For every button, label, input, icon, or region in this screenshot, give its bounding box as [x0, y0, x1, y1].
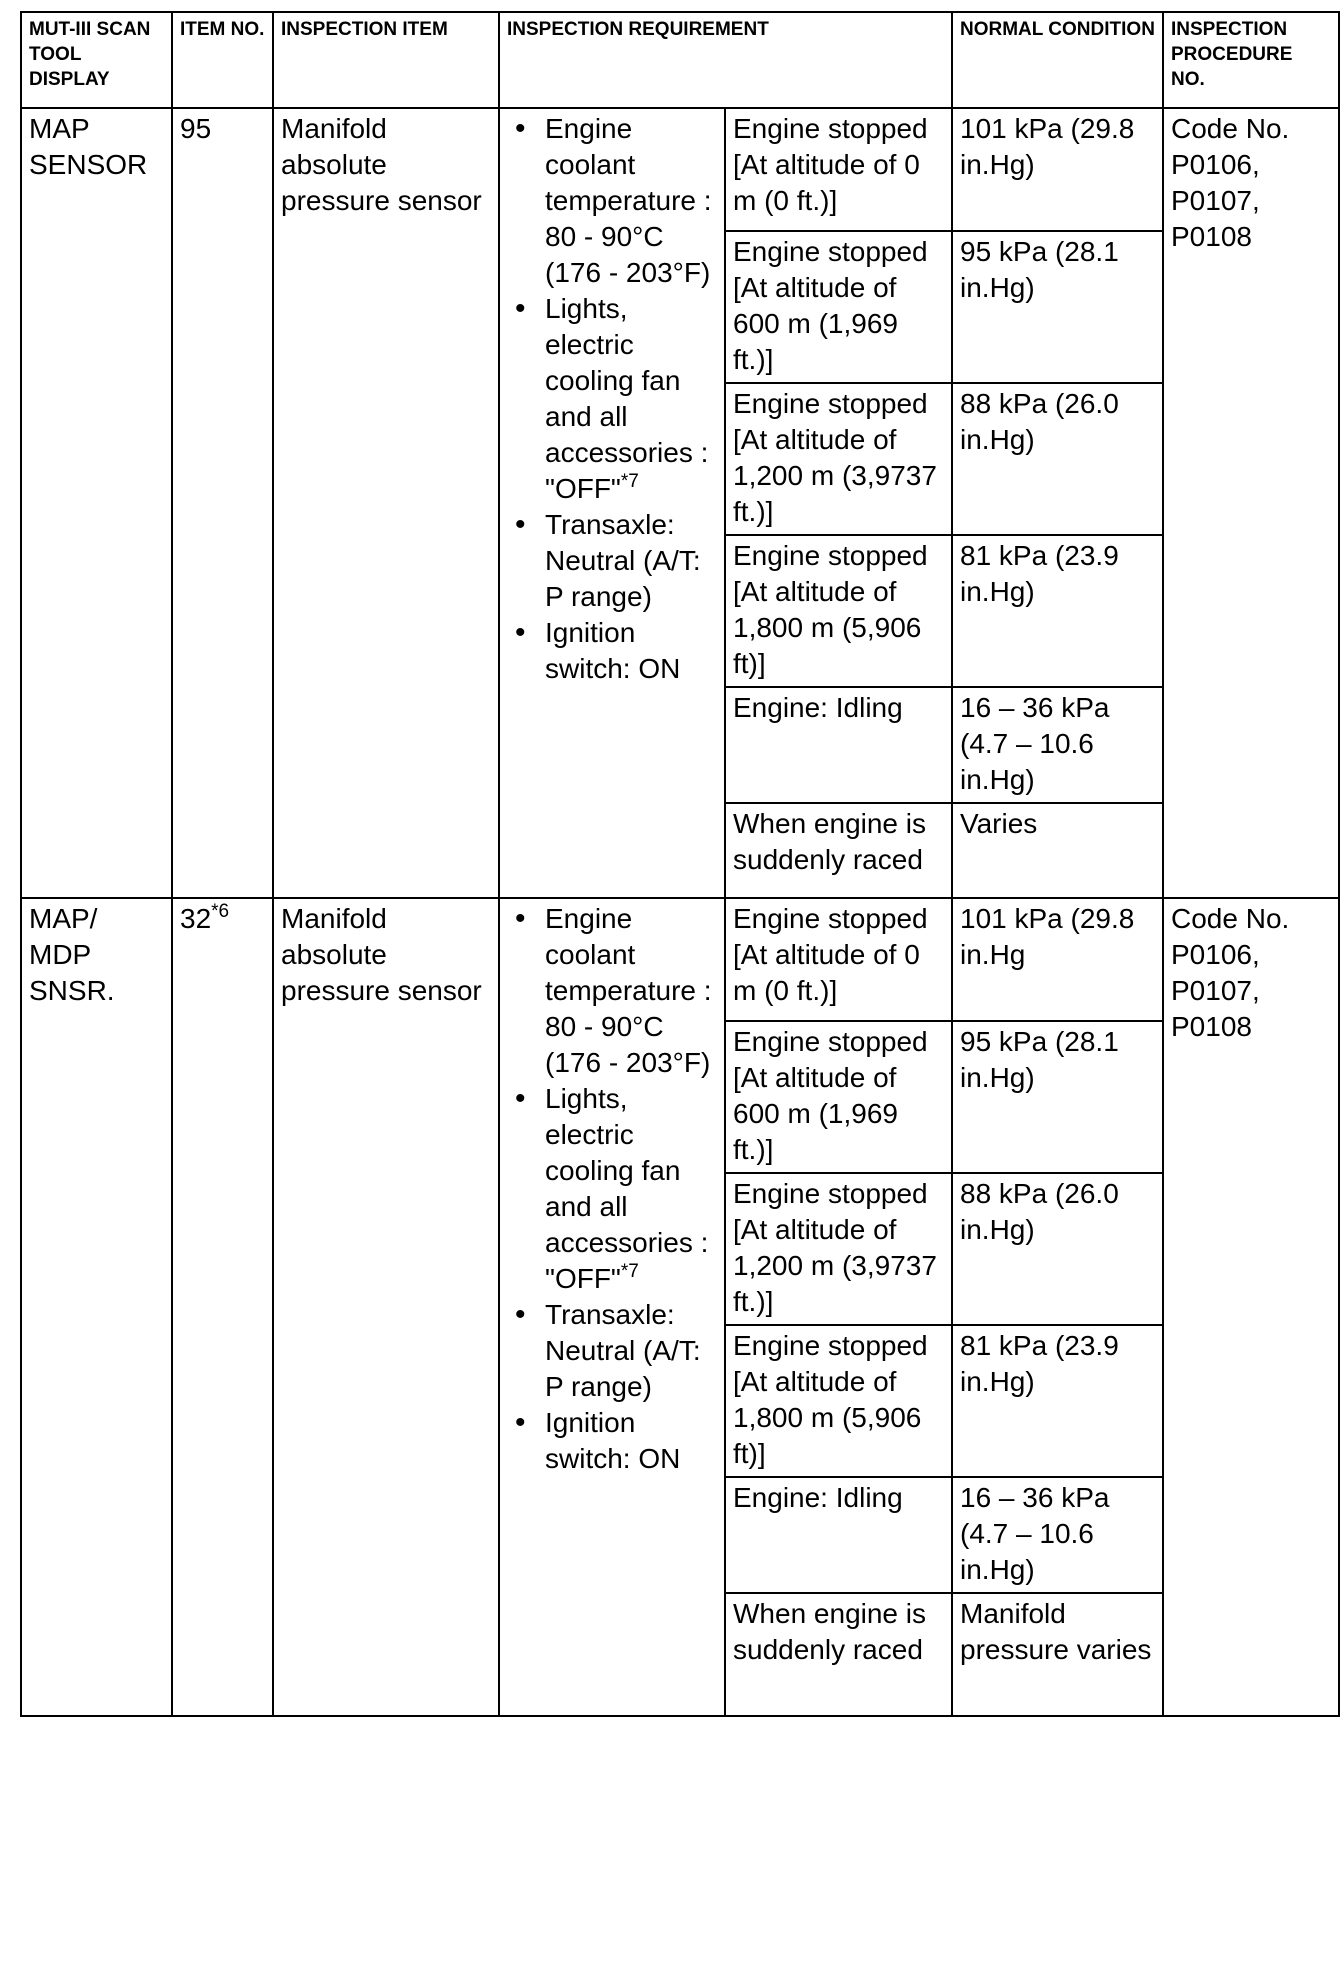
normal-condition: 101 kPa (29.8 in.Hg [952, 898, 1163, 1021]
header-inspection-requirement: INSPECTION REQUIREMENT [499, 12, 952, 108]
condition-state: Engine stopped [At altitude of 1,800 m (5,906 ft)] [725, 535, 952, 687]
requirement-footnote: *7 [620, 1261, 639, 1282]
requirement-item [545, 901, 717, 1081]
normal-condition: 16 – 36 kPa (4.7 – 10.6 in.Hg) [952, 687, 1163, 803]
condition-state: Engine stopped [At altitude of 1,200 m (3,9737 ft.)] [725, 383, 952, 535]
normal-condition: 81 kPa (23.9 in.Hg) [952, 535, 1163, 687]
scan-tool-display: MAP SENSOR [21, 108, 172, 898]
header-procedure-no: INSPECTION PROCEDURE NO. [1163, 12, 1339, 108]
requirement-item [545, 1297, 717, 1405]
requirement-text: Lights, electric cooling fan and all accessories : "OFF" [545, 293, 709, 504]
requirement-text: Transaxle: Neutral (A/T: P range) [545, 509, 701, 612]
requirement-item [545, 615, 717, 687]
item-no-value: 95 [180, 113, 212, 144]
procedure-no: Code No. P0106, P0107, P0108 [1163, 898, 1339, 1716]
requirement-text: Ignition switch: ON [545, 617, 681, 684]
requirement-item [545, 1405, 717, 1477]
requirement-item [545, 507, 717, 615]
requirement-text: Engine coolant temperature : 80 - 90°C (176 - 203°F) [545, 113, 712, 288]
table-row [21, 898, 1339, 1021]
condition-state: Engine stopped [At altitude of 1,800 m (5,906 ft)] [725, 1325, 952, 1477]
item-no [172, 898, 273, 1716]
header-display: MUT-III SCAN TOOL DISPLAY [21, 12, 172, 108]
normal-condition: 16 – 36 kPa (4.7 – 10.6 in.Hg) [952, 1477, 1163, 1593]
inspection-item: Manifold absolute pressure sensor [273, 898, 499, 1716]
inspection-table [20, 11, 1340, 1717]
header-normal-condition: NORMAL CONDITION [952, 12, 1163, 108]
normal-condition: 81 kPa (23.9 in.Hg) [952, 1325, 1163, 1477]
procedure-no: Code No. P0106, P0107, P0108 [1163, 108, 1339, 898]
requirement-text: Ignition switch: ON [545, 1407, 681, 1474]
requirement-item [545, 291, 717, 507]
inspection-requirements [499, 108, 725, 898]
item-no [172, 108, 273, 898]
inspection-requirements [499, 898, 725, 1716]
normal-condition: 101 kPa (29.8 in.Hg) [952, 108, 1163, 231]
requirement-text: Engine coolant temperature : 80 - 90°C (176 - 203°F) [545, 903, 712, 1078]
requirement-item [545, 1081, 717, 1297]
condition-state: Engine stopped [At altitude of 600 m (1,969 ft.)] [725, 231, 952, 383]
normal-condition: 95 kPa (28.1 in.Hg) [952, 1021, 1163, 1173]
header-inspection-item: INSPECTION ITEM [273, 12, 499, 108]
normal-condition: 95 kPa (28.1 in.Hg) [952, 231, 1163, 383]
condition-state: When engine is suddenly raced [725, 1593, 952, 1716]
requirement-item [545, 111, 717, 291]
condition-state: Engine stopped [At altitude of 600 m (1,969 ft.)] [725, 1021, 952, 1173]
condition-state: When engine is suddenly raced [725, 803, 952, 898]
item-no-value: 32 [180, 903, 212, 934]
inspection-item: Manifold absolute pressure sensor [273, 108, 499, 898]
item-no-footnote: *6 [211, 901, 230, 922]
table-row [21, 108, 1339, 231]
normal-condition: 88 kPa (26.0 in.Hg) [952, 383, 1163, 535]
requirement-text: Lights, electric cooling fan and all accessories : "OFF" [545, 1083, 709, 1294]
condition-state: Engine stopped [At altitude of 0 m (0 ft.)] [725, 898, 952, 1021]
requirement-footnote: *7 [620, 471, 639, 492]
normal-condition: 88 kPa (26.0 in.Hg) [952, 1173, 1163, 1325]
header-item-no: ITEM NO. [172, 12, 273, 108]
condition-state: Engine stopped [At altitude of 0 m (0 ft.)] [725, 108, 952, 231]
requirement-text: Transaxle: Neutral (A/T: P range) [545, 1299, 701, 1402]
normal-condition: Varies [952, 803, 1163, 898]
normal-condition: Manifold pressure varies [952, 1593, 1163, 1716]
condition-state: Engine: Idling [725, 687, 952, 803]
condition-state: Engine stopped [At altitude of 1,200 m (3,9737 ft.)] [725, 1173, 952, 1325]
table-body [21, 108, 1339, 1716]
scan-tool-display: MAP/ MDP SNSR. [21, 898, 172, 1716]
condition-state: Engine: Idling [725, 1477, 952, 1593]
header-row [21, 12, 1339, 108]
